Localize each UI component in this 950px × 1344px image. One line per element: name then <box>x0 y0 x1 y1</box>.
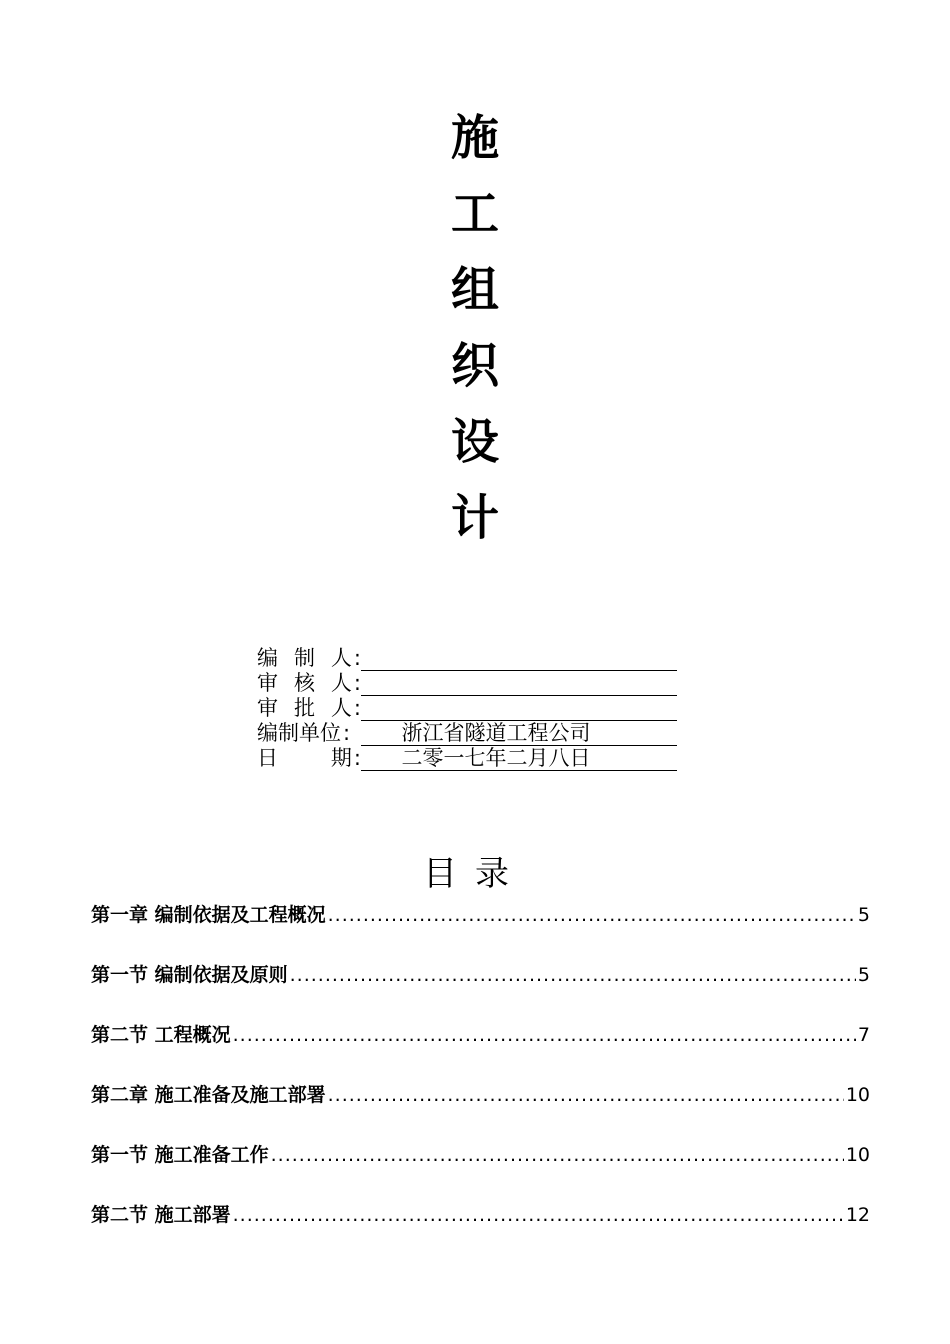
toc-item-label[interactable]: 第二节 工程概况 <box>91 1024 231 1046</box>
label-char: 编 <box>257 646 278 670</box>
title-char: 组 <box>450 262 499 318</box>
toc-item-label[interactable]: 第二节 施工部署 <box>91 1204 231 1226</box>
signoff-row-date <box>257 746 677 771</box>
toc-item-page[interactable]: 7 <box>857 1024 870 1046</box>
signoff-block <box>257 646 677 771</box>
label-char: 审 <box>257 696 278 720</box>
toc-item-label[interactable]: 第二章 施工准备及施工部署 <box>91 1084 326 1106</box>
toc-item[interactable] <box>91 960 870 1020</box>
toc-item-label[interactable]: 第一章 编制依据及工程概况 <box>91 904 326 926</box>
toc-item[interactable] <box>91 1200 870 1260</box>
label-end: 人: <box>330 646 361 670</box>
signoff-value-line: 二零一七年二月八日 <box>361 746 677 771</box>
title-char: 设 <box>450 414 499 470</box>
toc-item[interactable] <box>91 1080 870 1140</box>
title-char: 计 <box>450 490 499 546</box>
label-char: 制 <box>293 646 315 670</box>
label-end: 编制单位: <box>257 721 351 745</box>
signoff-label <box>257 671 361 696</box>
toc-item-page[interactable]: 5 <box>857 964 870 986</box>
toc-leader-dots <box>271 1144 844 1166</box>
toc-leader-dots <box>290 964 856 986</box>
title-char: 织 <box>450 338 499 394</box>
label-end: 人: <box>330 696 361 720</box>
toc-leader-dots <box>233 1024 856 1046</box>
toc-item-page[interactable]: 10 <box>845 1144 870 1166</box>
table-of-contents <box>91 900 870 1260</box>
signoff-value-line <box>361 671 677 696</box>
signoff-value-line <box>361 696 677 721</box>
signoff-row-approver <box>257 696 677 721</box>
toc-item-page[interactable]: 5 <box>857 904 870 926</box>
toc-item-label[interactable]: 第一节 编制依据及原则 <box>91 964 288 986</box>
label-char: 日 <box>257 746 278 770</box>
toc-item-label[interactable]: 第一节 施工准备工作 <box>91 1144 269 1166</box>
signoff-row-unit <box>257 721 677 746</box>
signoff-value-line <box>361 646 677 671</box>
label-end: 期: <box>330 746 361 770</box>
label-char: 批 <box>293 696 315 720</box>
toc-item[interactable] <box>91 1020 870 1080</box>
toc-item[interactable] <box>91 900 870 960</box>
toc-item-page[interactable]: 12 <box>845 1204 870 1226</box>
document-title <box>0 100 950 556</box>
toc-leader-dots <box>328 904 856 926</box>
signoff-label <box>257 746 361 771</box>
title-char: 工 <box>450 186 499 242</box>
signoff-row-editor <box>257 646 677 671</box>
label-char: 核 <box>293 671 315 695</box>
signoff-label <box>257 721 361 746</box>
toc-item[interactable] <box>91 1140 870 1200</box>
label-char: 审 <box>257 671 278 695</box>
toc-leader-dots <box>328 1084 844 1106</box>
label-end: 人: <box>330 671 361 695</box>
signoff-label <box>257 696 361 721</box>
signoff-value-line: 浙江省隧道工程公司 <box>361 721 677 746</box>
toc-item-page[interactable]: 10 <box>845 1084 870 1106</box>
signoff-label <box>257 646 361 671</box>
title-char: 施 <box>450 110 499 166</box>
signoff-row-reviewer <box>257 671 677 696</box>
toc-heading: 目录 <box>423 854 527 894</box>
toc-leader-dots <box>233 1204 844 1226</box>
